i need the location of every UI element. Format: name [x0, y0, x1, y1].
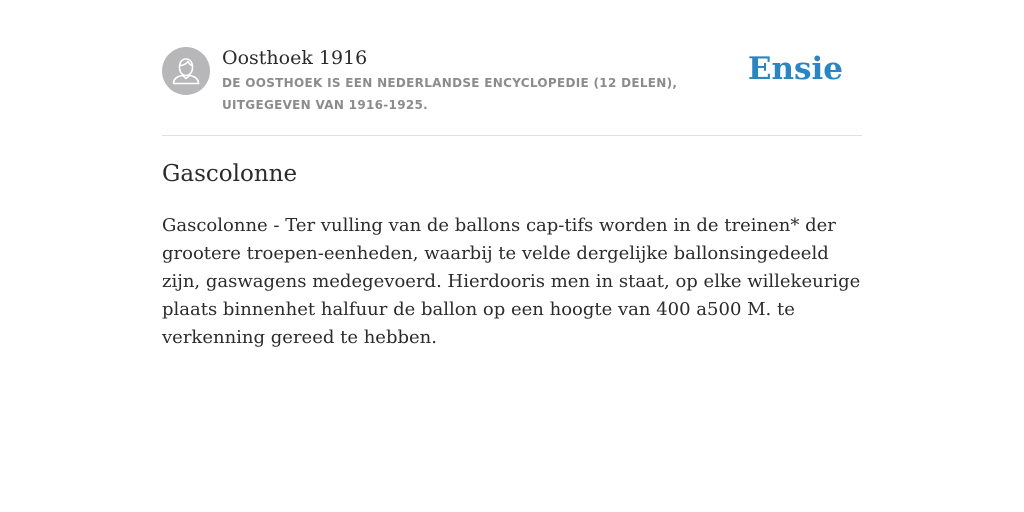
entry-body: Gascolonne - Ter vulling van de ballons cap-tifs worden in de treinen* der grootere troepen-eenheden, waarbij te velde dergelijke ballonsingedeeld zijn, gaswagens medegevoerd. Hierdooris men in staat, op elke willekeurige plaats binnenhet halfuur de ballon op een hoogte van 400 a500 M. te verkenning gereed te hebben. — [162, 215, 861, 348]
source-description: DE OOSTHOEK IS EEN NEDERLANDSE ENCYCLOPEDIE (12 DELEN), UITGEGEVEN VAN 1916-1925. — [222, 76, 678, 112]
user-avatar-icon — [162, 47, 210, 95]
header-divider — [162, 135, 862, 136]
brand-logo[interactable]: Ensie — [747, 51, 843, 87]
source-header — [162, 44, 862, 124]
source-title[interactable]: Oosthoek 1916 — [222, 47, 368, 69]
entry-title: Gascolonne — [162, 161, 298, 187]
